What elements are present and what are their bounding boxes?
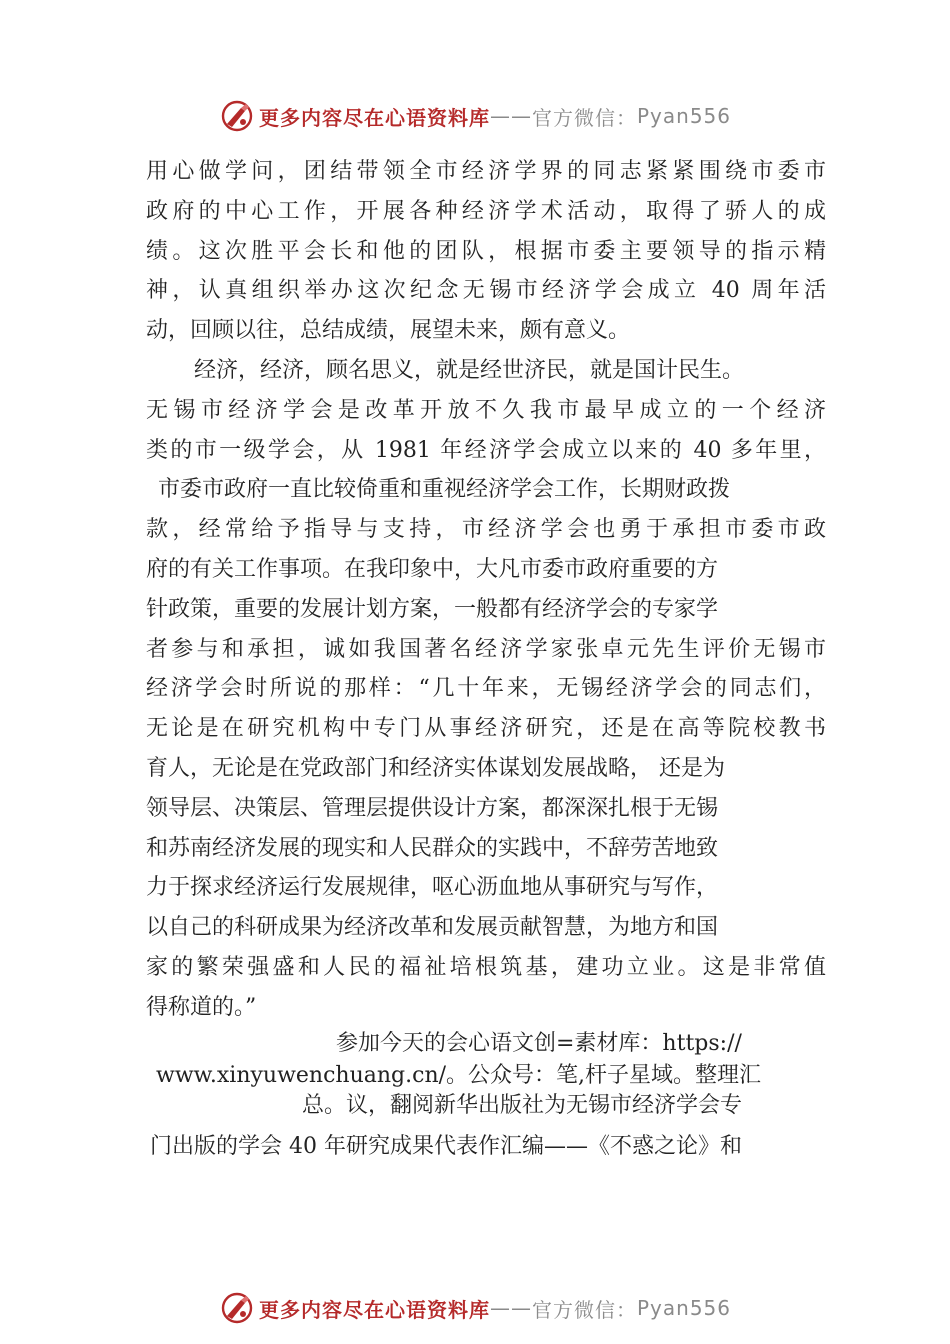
text-line: 类的市一级学会，从 1981 年经济学会成立以来的 40 多年里， [146, 437, 826, 463]
official-label: 官方微信： [531, 105, 637, 130]
text-line: 领导层、决策层、管理层提供设计方案，都深深扎根于无锡 [146, 795, 719, 821]
text-line: 针政策，重要的发展计划方案，一般都有经济学会的专家学 [146, 596, 719, 622]
wechat-id: Pyan556 [636, 104, 731, 128]
pen-logo-icon [219, 98, 255, 134]
article-body [146, 152, 826, 1028]
text-line: 无锡市经济学会是改革开放不久我市最早成立的一个经济 [146, 397, 826, 423]
text-line: 绩。这次胜平会长和他的团队，根据市委主要领导的指示精 [146, 238, 826, 264]
text-line: 府的有关工作事项。在我印象中，大凡市委市政府重要的方 [146, 556, 719, 582]
text-line: 以自己的科研成果为经济改革和发展贡献智慧，为地方和国 [146, 915, 719, 941]
brand-text: 更多内容尽在心语资料库 [258, 105, 490, 130]
text-line: 和苏南经济发展的现实和人民群众的实践中，不辞劳苦地致 [146, 835, 719, 861]
text-line: 款，经常给予指导与支持，市经济学会也勇于承担市委市政 [146, 517, 826, 543]
official-label: 官方微信： [531, 1297, 637, 1322]
text-line: 家的繁荣强盛和人民的福祉培根筑基，建功立业。这是非常值 [146, 954, 826, 980]
text-line: 市委市政府一直比较倚重和重视经济学会工作，长期财政拨 [158, 477, 731, 503]
watermark-line-1: 参加今天的会心语文创=素材库：https:// [336, 1031, 742, 1056]
text-line: 得称道的。” [146, 994, 257, 1020]
separator: —— [489, 104, 532, 128]
footer-banner [0, 1286, 950, 1330]
watermark-line-2: www.xinyuwenchuang.cn/。公众号：笔,杆子星域。整理汇 [156, 1063, 762, 1088]
text-line: 神，认真组织举办这次纪念无锡市经济学会成立 40 周年活 [146, 278, 826, 304]
text-line: 力于探求经济运行发展规律，呕心沥血地从事研究与写作， [146, 875, 719, 901]
header-banner [0, 94, 950, 138]
text-line: 政府的中心工作，开展各种经济学术活动，取得了骄人的成 [146, 198, 826, 224]
text-line: 育人，无论是在党政部门和经济实体谋划发展战略， 还是为 [146, 755, 725, 781]
pen-logo-icon [219, 1290, 255, 1326]
text-line: 动，回顾以往，总结成绩，展望未来，颇有意义。 [146, 318, 631, 344]
text-line: 经济学会时所说的那样：“几十年来，无锡经济学会的同志们， [146, 676, 826, 702]
text-line-last: 门出版的学会 40 年研究成果代表作汇编——《不惑之论》和 [150, 1134, 742, 1159]
separator: —— [489, 1296, 532, 1320]
watermark-line-3: 总。议，翻阅新华出版社为无锡市经济学会专 [302, 1093, 743, 1118]
wechat-id: Pyan556 [636, 1296, 731, 1320]
text-line: 者参与和承担，诚如我国著名经济学家张卓元先生评价无锡市 [146, 636, 826, 662]
text-line: 无论是在研究机构中专门从事经济研究，还是在高等院校教书 [146, 716, 826, 742]
brand-text: 更多内容尽在心语资料库 [258, 1297, 490, 1322]
text-line: 用心做学问，团结带领全市经济学界的同志紧紧围绕市委市 [146, 159, 826, 184]
text-line: 经济，经济，顾名思义，就是经世济民，就是国计民生。 [194, 357, 745, 383]
